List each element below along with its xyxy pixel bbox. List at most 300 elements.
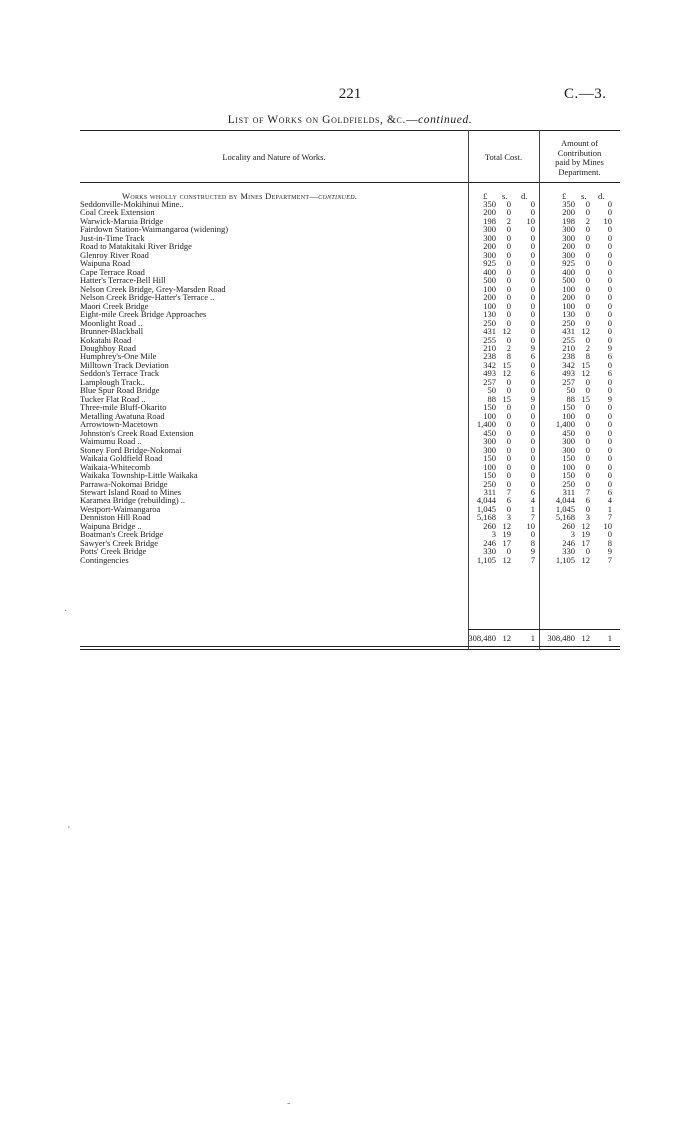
total-cost-cell: 0 [530,410,535,421]
total-cost-cell: 150 [483,470,496,481]
total-cost-cell: 300 [483,249,496,260]
total-cost-cell: 0 [506,258,511,269]
header-contribution-line: paid by Mines [555,157,604,167]
work-name: Eight-mile Creek Bridge Approaches [80,309,207,320]
totals-top-rule [468,629,620,630]
total-cost-cell: 0 [530,470,535,481]
header-locality: Locality and Nature of Works. [222,152,326,162]
total-cost-cell: 0 [530,309,535,320]
work-name: Doughboy Road [80,342,136,353]
total-cost-cell: 9 [530,393,535,404]
contribution-cell: 100 [562,461,575,472]
total-cost-cell: 0 [506,292,511,303]
contribution-cell: 8 [607,537,612,548]
contribution-cell: 0 [607,376,612,387]
total-cost-pence: 1 [530,633,535,643]
total-cost-cell: 200 [483,241,496,252]
contribution-cell: 300 [562,249,575,260]
contribution-cell: 0 [607,436,612,447]
total-cost-cell: 6 [530,351,535,362]
work-name: Lamplough Track.. [80,376,145,387]
contribution-cell: 1,105 [555,554,575,565]
total-cost-cell: 150 [483,402,496,413]
total-cost-cell: 0 [506,376,511,387]
contribution-cell: 0 [585,300,590,311]
contribution-cell: 150 [562,453,575,464]
total-cost-cell: 311 [483,486,496,497]
total-cost-cell: 0 [530,402,535,413]
table-title-main: List of Works on Goldfields, &c. [227,114,406,126]
contribution-cell: 0 [607,258,612,269]
total-cost-cell: 300 [483,436,496,447]
total-cost-cell: 450 [483,427,496,438]
total-cost-cell: 100 [483,410,496,421]
contribution-cell: 210 [562,342,575,353]
contribution-cell: 300 [562,444,575,455]
total-cost-cell: 12 [502,368,511,379]
total-cost-cell: 1 [530,503,535,514]
total-cost-cell: 0 [506,334,511,345]
contribution-cell: 0 [607,529,612,540]
contribution-cell: 3 [585,512,590,523]
total-cost-cell: 0 [530,427,535,438]
work-name: Warwick-Maruia Bridge [80,215,164,226]
total-cost-cell: 88 [487,393,496,404]
contribution-cell: 450 [562,427,575,438]
total-paid-pounds: 308,480 [547,633,575,643]
total-cost-cell: 7 [506,486,511,497]
total-cost-cell: 1,400 [476,419,496,430]
contribution-cell: 4,044 [555,495,575,506]
contribution-cell: 2 [585,215,590,226]
work-name: Metalling Awatuna Road [80,410,165,421]
contribution-cell: 350 [562,199,575,209]
total-cost-cell: 0 [506,241,511,252]
contribution-cell: 0 [607,385,612,396]
contribution-cell: 0 [585,444,590,455]
total-cost-cell: 0 [506,546,511,557]
contribution-cell: 0 [585,385,590,396]
total-cost-cell: 0 [530,224,535,235]
contribution-cell: 1,400 [555,419,575,430]
total-cost-cell: 0 [506,503,511,514]
work-name: Fairdown Station-Waimangaroa (widening) [80,224,229,235]
contribution-cell: 493 [562,368,575,379]
total-cost-cell: 0 [530,334,535,345]
currency-shillings: s. [581,191,587,201]
total-cost-cell: 0 [506,436,511,447]
total-cost-cell: 4,044 [476,495,496,506]
total-cost-cell: 350 [483,199,496,209]
currency-pounds: £ [562,191,567,201]
total-cost-pounds: 308,480 [468,633,496,643]
total-cost-cell: 0 [506,224,511,235]
section-heading-suffix: continued. [318,191,358,201]
total-cost-cell: 255 [483,334,496,345]
work-name: Parrawa-Nokomai Bridge [80,478,168,489]
contribution-cell: 0 [585,402,590,413]
total-cost-cell: 0 [506,470,511,481]
header-contribution-line: Department. [558,166,601,177]
contribution-cell: 0 [607,232,612,243]
total-cost-cell: 330 [483,546,496,557]
work-name: Maori Creek Bridge [80,300,149,311]
total-paid-pence: 1 [607,633,612,643]
total-cost-cell: 0 [506,427,511,438]
total-cost-cell: 100 [483,283,496,294]
contribution-cell: 7 [607,512,612,523]
total-cost-cell: 0 [530,317,535,328]
total-cost-cell: 0 [530,292,535,303]
total-cost-cell: 0 [530,436,535,447]
work-name: Nelson Creek Bridge-Hatter's Terrace .. [80,292,215,303]
total-cost-cell: 6 [506,495,511,506]
contribution-cell: 300 [562,232,575,243]
total-cost-cell: 1,105 [476,554,496,565]
contribution-cell: 342 [562,359,575,370]
work-name: Cape Terrace Road [80,266,145,277]
contribution-cell: 5,168 [555,512,575,523]
total-cost-cell: 925 [483,258,496,269]
total-cost-cell: 10 [526,520,535,531]
contribution-cell: 0 [585,249,590,260]
contribution-cell: 6 [607,486,612,497]
contribution-cell: 0 [585,207,590,218]
header-contribution [539,139,620,177]
total-cost-cell: 300 [483,224,496,235]
contribution-cell: 19 [581,529,590,540]
contribution-cell: 0 [585,309,590,320]
contribution-cell: 0 [585,283,590,294]
contribution-cell: 100 [562,410,575,421]
contribution-cell: 0 [607,309,612,320]
contribution-cell: 0 [585,275,590,286]
contribution-cell: 311 [562,486,575,497]
work-name: Tucker Flat Road .. [80,393,146,404]
total-cost-cell: 246 [483,537,496,548]
contribution-cell: 250 [562,478,575,489]
total-cost-cell: 431 [483,326,496,337]
total-cost-cell: 0 [530,376,535,387]
total-cost-cell: 8 [506,351,511,362]
work-name: Coal Creek Extension [80,207,155,218]
contribution-cell: 9 [607,342,612,353]
contribution-cell: 200 [562,241,575,252]
total-cost-cell: 0 [506,266,511,277]
total-cost-cell: 0 [506,275,511,286]
total-cost-cell: 342 [483,359,496,370]
work-name: Waipuna Bridge .. [80,520,142,531]
contribution-cell: 0 [607,207,612,218]
total-cost-cell: 500 [483,275,496,286]
contribution-cell: 1 [607,503,612,514]
contribution-cell: 0 [585,232,590,243]
contribution-cell: 0 [585,376,590,387]
total-cost-cell: 0 [530,419,535,430]
scan-mark: - [287,1098,291,1109]
contribution-cell: 0 [607,283,612,294]
contribution-cell: 198 [562,215,575,226]
total-cost-cell: 150 [483,453,496,464]
total-cost-cell: 12 [502,554,511,565]
contribution-cell: 0 [607,334,612,345]
contribution-cell: 0 [585,317,590,328]
currency-shillings: s. [502,191,508,201]
work-name: Stewart Island Road to Mines [80,486,182,497]
document-reference: C.—3. [564,86,607,102]
contribution-cell: 0 [585,546,590,557]
contribution-cell: 250 [562,317,575,328]
contribution-cell: 238 [562,351,575,362]
total-cost-cell: 12 [502,520,511,531]
total-cost-cell: 2 [506,215,511,226]
work-name: Road to Matakitaki River Bridge [80,241,192,252]
total-cost-cell: 0 [506,199,511,209]
contribution-cell: 150 [562,470,575,481]
total-cost-cell: 200 [483,292,496,303]
total-cost-cell: 260 [483,520,496,531]
total-cost-cell: 0 [530,529,535,540]
contribution-cell: 431 [562,326,575,337]
total-paid-shillings: 12 [581,633,590,643]
work-name: Milltown Track Deviation [80,359,169,370]
total-cost-cell: 9 [530,546,535,557]
total-cost-cell: 0 [506,402,511,413]
contribution-cell: 12 [581,520,590,531]
contribution-cell: 0 [607,266,612,277]
contribution-cell: 0 [607,224,612,235]
total-cost-cell: 0 [506,249,511,260]
contribution-cell: 0 [607,326,612,337]
total-cost-cell: 0 [530,300,535,311]
contribution-cell: 200 [562,207,575,218]
work-name: Seddonville-Mokihinui Mine.. [80,199,184,209]
total-cost-cell: 8 [530,537,535,548]
work-name: Westport-Waimangaroa [80,503,161,514]
page-number: 221 [338,86,362,102]
contribution-cell: 0 [585,410,590,421]
total-cost-cell: 19 [502,529,511,540]
contribution-cell: 88 [566,393,575,404]
total-cost-cell: 0 [506,283,511,294]
contribution-cell: 9 [607,546,612,557]
contribution-cell: 500 [562,275,575,286]
total-cost-cell: 2 [506,342,511,353]
work-name: Waikaia Goldfield Road [80,453,163,464]
contribution-cell: 246 [562,537,575,548]
contribution-cell: 0 [585,334,590,345]
contribution-cell: 150 [562,402,575,413]
work-name: Waipuna Road [80,258,131,269]
contribution-cell: 0 [585,470,590,481]
contribution-cell: 0 [585,436,590,447]
contribution-cell: 7 [585,486,590,497]
work-name: Blue Spur Road Bridge [80,385,160,396]
total-cost-cell: 0 [506,461,511,472]
total-cost-cell: 10 [526,215,535,226]
contribution-cell: 50 [566,385,575,396]
total-cost-cell: 0 [530,275,535,286]
total-cost-cell: 0 [506,453,511,464]
contribution-cell: 300 [562,436,575,447]
total-cost-cell: 0 [506,478,511,489]
contribution-cell: 4 [607,495,612,506]
work-name: Kokatahi Road [80,334,132,345]
currency-pence: d. [521,191,528,201]
contribution-cell: 260 [562,520,575,531]
table-title: List of Works on Goldfields, &c.—continued. [227,114,473,126]
total-cost-cell: 0 [506,419,511,430]
work-name: Hatter's Terrace-Bell Hill [80,275,166,286]
contribution-cell: 6 [607,351,612,362]
contribution-cell: 0 [607,292,612,303]
total-cost-cell: 12 [502,326,511,337]
work-name: Denniston Hill Road [80,512,151,523]
work-name: Arrowtown-Macetown [80,419,158,430]
total-cost-cell: 0 [530,478,535,489]
contribution-cell: 7 [607,554,612,565]
total-cost-cell: 400 [483,266,496,277]
work-name: Glenroy River Road [80,249,149,260]
total-cost-cell: 3 [506,512,511,523]
contribution-cell: 330 [562,546,575,557]
contribution-cell: 9 [607,393,612,404]
contribution-cell: 0 [585,258,590,269]
contribution-cell: 12 [581,326,590,337]
contribution-cell: 0 [607,359,612,370]
contribution-cell: 0 [585,427,590,438]
total-cost-cell: 50 [487,385,496,396]
total-cost-cell: 198 [483,215,496,226]
work-name: Moonlight Road .. [80,317,143,328]
total-cost-cell: 0 [530,453,535,464]
total-cost-cell: 4 [530,495,535,506]
contribution-cell: 130 [562,309,575,320]
total-cost-cell: 0 [530,359,535,370]
contribution-cell: 925 [562,258,575,269]
total-cost-cell: 0 [506,309,511,320]
table-title-suffix: continued. [418,114,473,126]
total-cost-cell: 0 [530,199,535,209]
work-name: Waikaka Township-Little Waikaka [80,470,198,481]
total-cost-cell: 200 [483,207,496,218]
work-name: Boatman's Creek Bridge [80,529,164,540]
scan-mark: · [64,606,68,617]
table-row [0,556,700,565]
work-name: Potts' Creek Bridge [80,546,147,557]
contribution-cell: 0 [585,503,590,514]
total-cost-cell: 0 [506,300,511,311]
contribution-cell: 0 [607,478,612,489]
total-cost-cell: 0 [506,317,511,328]
contribution-cell: 15 [581,359,590,370]
total-cost-cell: 238 [483,351,496,362]
contribution-cell: 0 [585,453,590,464]
contribution-cell: 0 [607,402,612,413]
total-cost-cell: 0 [530,266,535,277]
total-cost-cell: 493 [483,368,496,379]
total-cost-cell: 0 [530,326,535,337]
work-name: Stoney Ford Bridge-Nokomai [80,444,182,455]
contribution-cell: 0 [607,300,612,311]
work-name: Johnston's Creek Road Extension [80,427,194,438]
contribution-cell: 8 [585,351,590,362]
bottom-rule [80,646,620,647]
contribution-cell: 10 [603,215,612,226]
total-cost-cell: 0 [530,249,535,260]
contribution-cell: 10 [603,520,612,531]
total-cost-cell: 250 [483,478,496,489]
currency-pounds: £ [483,191,488,201]
total-cost-cell: 0 [506,410,511,421]
total-cost-cell: 0 [506,232,511,243]
total-cost-cell: 15 [502,359,511,370]
contribution-cell: 300 [562,224,575,235]
total-cost-cell: 6 [530,486,535,497]
total-cost-cell: 300 [483,444,496,455]
section-heading-text: Works wholly constructed by Mines Department— [122,191,319,201]
total-cost-cell: 0 [506,207,511,218]
work-name: Waimumu Road .. [80,436,142,447]
currency-pence: d. [598,191,605,201]
contribution-cell: 0 [585,266,590,277]
total-cost-cell: 100 [483,300,496,311]
total-cost-shillings: 12 [502,633,511,643]
total-cost-cell: 0 [530,241,535,252]
contribution-cell: 0 [585,199,590,209]
total-cost-cell: 7 [530,554,535,565]
contribution-cell: 6 [607,368,612,379]
total-cost-cell: 0 [506,444,511,455]
work-name: Sawyer's Creek Bridge [80,537,159,548]
contribution-cell: 12 [581,368,590,379]
contribution-cell: 0 [585,461,590,472]
contribution-cell: 0 [607,410,612,421]
contribution-cell: 0 [607,317,612,328]
contribution-cell: 0 [585,241,590,252]
total-cost-cell: 0 [530,232,535,243]
total-cost-cell: 300 [483,232,496,243]
work-name: Karamea Bridge (rebuilding) .. [80,495,186,506]
scan-mark: ' [68,825,70,836]
total-cost-cell: 0 [530,207,535,218]
total-cost-cell: 100 [483,461,496,472]
total-cost-cell: 257 [483,376,496,387]
total-cost-cell: 7 [530,512,535,523]
contribution-cell: 400 [562,266,575,277]
total-cost-cell: 0 [530,283,535,294]
contribution-cell: 15 [581,393,590,404]
contribution-cell: 0 [607,444,612,455]
bottom-rule-double [80,649,620,650]
work-name: Humphrey's-One Mile [80,351,157,362]
total-cost-cell: 15 [502,393,511,404]
header-contribution-line: Contribution [557,147,602,158]
total-cost-cell: 9 [530,342,535,353]
total-cost-cell: 6 [530,368,535,379]
total-cost-cell: 0 [530,258,535,269]
total-cost-cell: 250 [483,317,496,328]
contribution-cell: 257 [562,376,575,387]
work-name: Just-in-Time Track [80,232,145,243]
contribution-cell: 0 [585,419,590,430]
contribution-cell: 12 [581,554,590,565]
contribution-cell: 100 [562,283,575,294]
contribution-cell: 0 [585,478,590,489]
work-name: Seddon's Terrace Track [80,368,160,379]
total-cost-cell: 17 [502,537,511,548]
header-contribution-line: Amount of [560,138,599,148]
